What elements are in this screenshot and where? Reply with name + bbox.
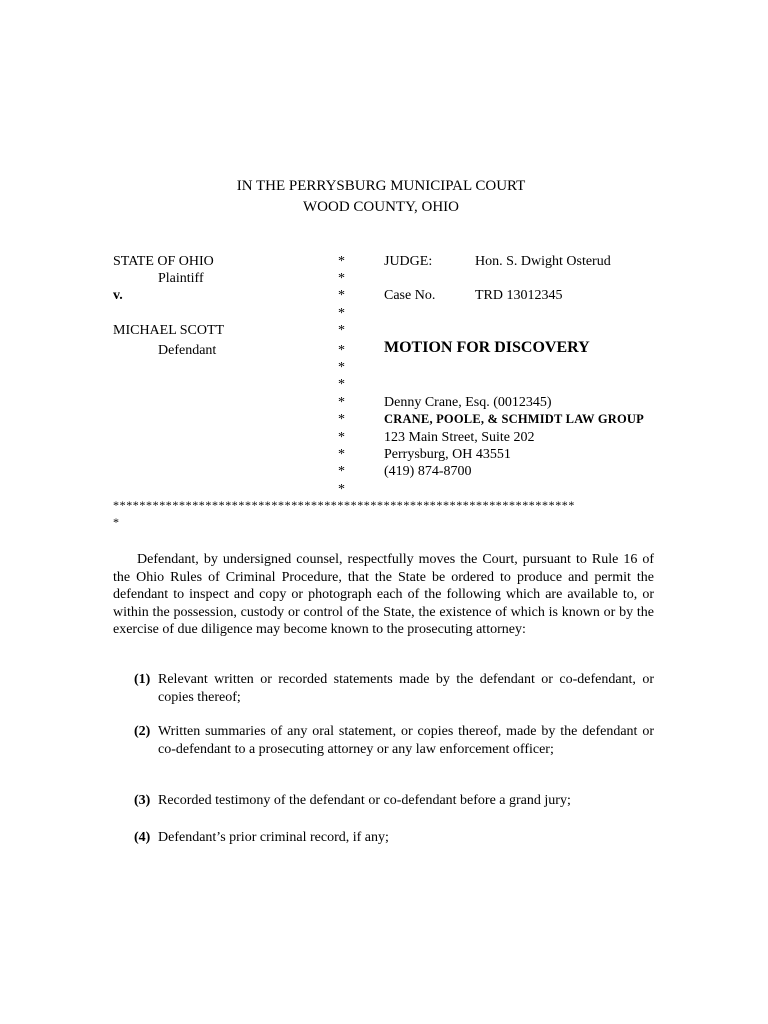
asterisk-divider-wrap: * <box>113 515 120 529</box>
attorney-name: Denny Crane, Esq. (0012345) <box>384 395 552 410</box>
item-text: Recorded testimony of the defendant or co-defendant before a grand jury; <box>158 793 571 808</box>
caption-separator-star: * <box>338 306 345 321</box>
item-text: Written summaries of any oral statement, or copies thereof, made by the defendant or co-defendant to a prosecuting attorney or any law enforcement officer; <box>158 724 654 757</box>
caption-separator-star: * <box>338 447 345 462</box>
caption-separator-star: * <box>338 482 345 497</box>
discovery-item <box>134 829 654 847</box>
caption-separator-star: * <box>338 343 345 358</box>
defendant-name: MICHAEL SCOTT <box>113 323 225 338</box>
discovery-item <box>134 671 654 706</box>
court-name: IN THE PERRYSBURG MUNICIPAL COURT <box>236 178 526 194</box>
caption-separator-star: * <box>338 271 345 286</box>
motion-intro-text: Defendant, by undersigned counsel, respectfully moves the Court, pursuant to Rule 16 of the Ohio Rules of Criminal Procedure, that the State be ordered to produce and permit the defendant to inspect and copy or photograph each of the following which are available to, or within the possession, custody or control of the State, the existence of which is known or by the exercise of due diligence may become known to the prosecuting attorney: <box>113 552 654 637</box>
caption-separator-star: * <box>338 254 345 269</box>
item-number: (2) <box>134 724 151 739</box>
item-text: Defendant’s prior criminal record, if any; <box>158 830 389 845</box>
caption-separator-star: * <box>338 395 345 410</box>
caption-separator-star: * <box>338 377 345 392</box>
discovery-item <box>134 723 654 758</box>
phone-number: (419) 874-8700 <box>384 464 472 479</box>
caption-separator-star: * <box>338 412 345 427</box>
motion-intro-paragraph <box>113 551 654 639</box>
caption-separator-star: * <box>338 430 345 445</box>
item-number: (3) <box>134 793 151 808</box>
judge-name: Hon. S. Dwight Osterud <box>475 254 611 269</box>
plaintiff-role: Plaintiff <box>158 271 204 286</box>
caption-separator-star: * <box>338 360 345 375</box>
address-line-1: 123 Main Street, Suite 202 <box>384 430 535 445</box>
case-number-label: Case No. <box>384 288 436 303</box>
law-firm-name: CRANE, POOLE, & SCHMIDT LAW GROUP <box>384 412 644 426</box>
item-number: (4) <box>134 830 151 845</box>
caption-separator-star: * <box>338 288 345 303</box>
county-name: WOOD COUNTY, OHIO <box>303 199 459 215</box>
case-number: TRD 13012345 <box>475 288 563 303</box>
asterisk-divider: ********************************************************************** <box>113 498 575 512</box>
defendant-role: Defendant <box>158 343 217 358</box>
caption-separator-star: * <box>338 464 345 479</box>
item-number: (1) <box>134 672 151 687</box>
item-text: Relevant written or recorded statements made by the defendant or co-defendant, or copies thereof; <box>158 672 654 705</box>
address-line-2: Perrysburg, OH 43551 <box>384 447 511 462</box>
plaintiff-name: STATE OF OHIO <box>113 254 214 269</box>
caption-separator-star: * <box>338 323 345 338</box>
versus-label: v. <box>113 288 123 303</box>
motion-title: MOTION FOR DISCOVERY <box>384 339 590 356</box>
judge-label: JUDGE: <box>384 254 433 269</box>
discovery-item <box>134 792 654 810</box>
